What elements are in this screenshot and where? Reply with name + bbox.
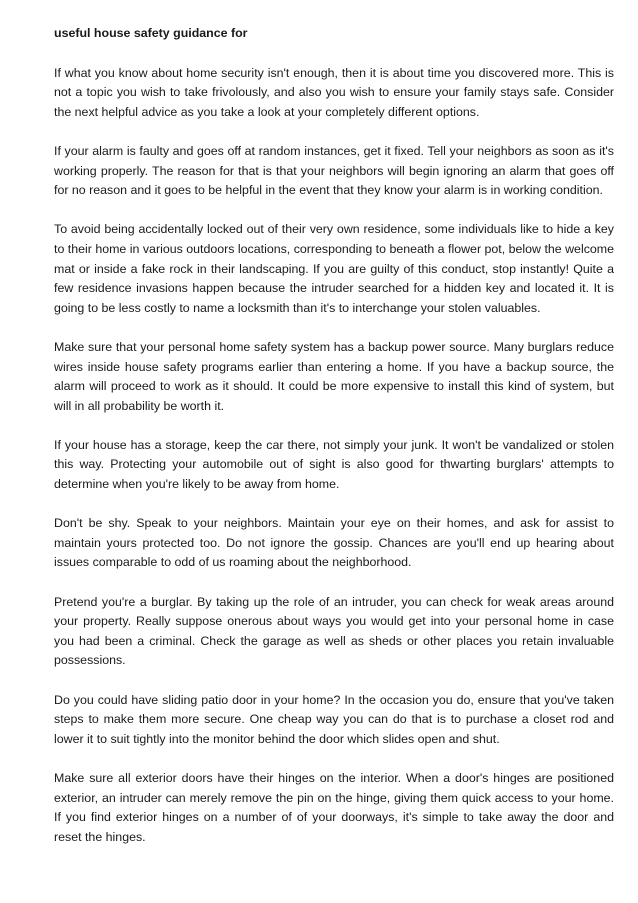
paragraph-9: Make sure all exterior doors have their hinges on the interior. When a door's hinges are positioned exterior, an intruder can merely remove the pin on the hinge, giving them quick access to your home. If you find exterior hinges on a number of of your doorways, it's simple to take away the door and reset the hinges. xyxy=(54,770,614,844)
paragraph-8: Do you could have sliding patio door in your home? In the occasion you do, ensure that you've taken steps to make them more secure. One cheap way you can do that is to purchase a closet rod and lower it to suit tightly into the monitor behind the door which slides open and shut. xyxy=(54,692,614,746)
paragraph-5: If your house has a storage, keep the car there, not simply your junk. It won't be vandalized or stolen this way. Protecting your automobile out of sight is also good for thwarting burglars' attempts to determine when you're likely to be away from home. xyxy=(54,437,614,492)
paragraph-7: Pretend you're a burglar. By taking up the role of an intruder, you can check for weak areas around your property. Really suppose onerous about ways you would get into your personal home in case you had been a criminal. Check the garage as well as sheds or other places you retain invaluable possessions. xyxy=(54,594,614,668)
paragraph-3: To avoid being accidentally locked out of their very own residence, some individuals like to hide a key to their home in various outdoors locations, corresponding to beneath a flower pot, below the welcome mat or inside a fake rock in their landscaping. If you are guilty of this conduct, stop instantly! Quite a few residence invasions happen because the intruder searched for a hidden key and located it. It is going to be less costly to name a locksmith than it's to interchange your stolen valuables. xyxy=(54,222,614,315)
paragraph-1: If what you know about home security isn't enough, then it is about time you discovered more. This is not a topic you wish to take frivolously, and also you wish to ensure your family stays safe. Consider the next helpful advice as you take a look at your completely different options. xyxy=(54,65,614,119)
paragraph-2: If your alarm is faulty and goes off at random instances, get it fixed. Tell your neighbors as soon as it's working properly. The reason for that is that your neighbors will begin ignoring an alarm that goes off for no reason and it goes to be helpful in the event that they know your alarm is in working condition. xyxy=(54,143,614,198)
document-page xyxy=(54,24,614,847)
paragraph-6: Don't be shy. Speak to your neighbors. Maintain your eye on their homes, and ask for assist to maintain yours protected too. Do not ignore the gossip. Chances are you'll end up hearing about issues comparable to odd of us roaming about the neighborhood. xyxy=(54,516,614,570)
document-title: useful house safety guidance for xyxy=(54,26,248,40)
paragraph-4: Make sure that your personal home safety system has a backup power source. Many burglars reduce wires inside house safety programs earlier than entering a home. If you have a backup source, the alarm will proceed to work as it should. It could be more expensive to install this kind of system, but will in all probability be worth it. xyxy=(54,339,614,413)
